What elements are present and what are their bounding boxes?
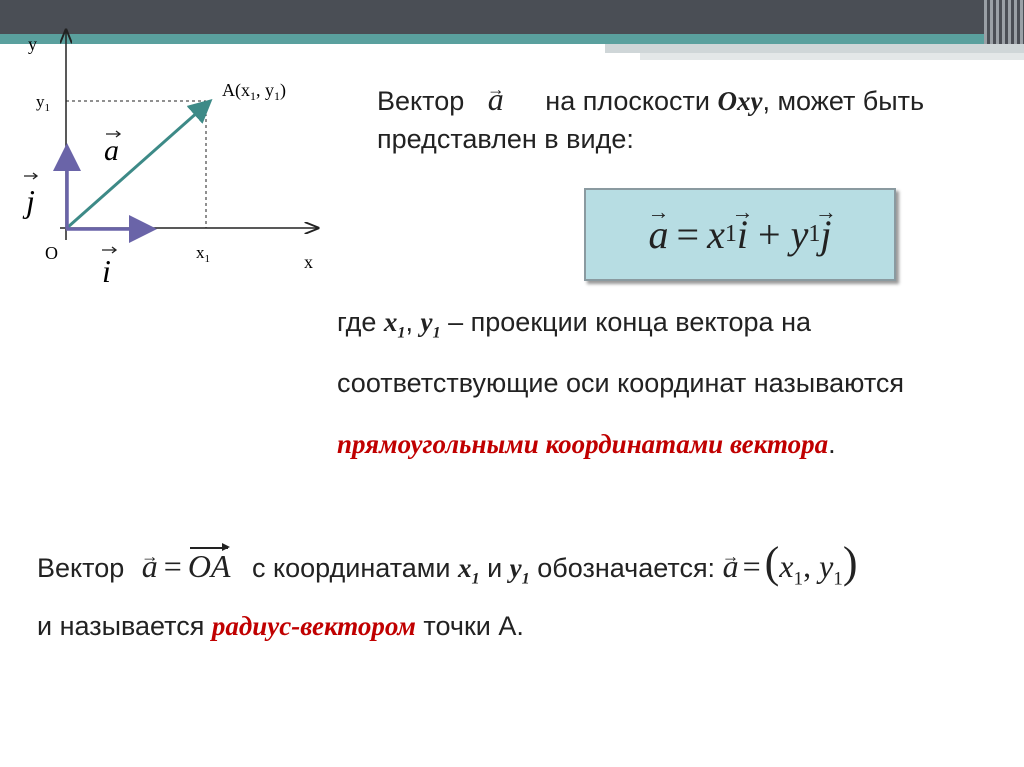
denoted-text: обозначается: [537,553,716,583]
point-a-label: $A(x_1$, $y_1$) [222,80,286,103]
header-band-right [605,44,1024,53]
vector-a-arrow [68,103,208,227]
projection-line-2 [337,366,904,400]
x-axis-label: x [304,252,313,272]
header-stripes [984,0,1024,46]
x1-label: $x_1$ [196,243,210,265]
vector-a-label: a [104,134,119,167]
comma: , [405,307,414,337]
rectangular-coordinates-term: прямоугольными координатами вектора [337,429,829,459]
formula-equals: = [676,212,700,257]
formula-x: x [707,212,725,257]
oa-formula: → a = OA [142,548,231,584]
formula-a: → a [649,211,669,258]
y1-term: $y_1$ [420,307,441,342]
on-plane-text: на плоскости [545,86,710,116]
formula-plus: + [758,212,781,257]
word-vector: Вектор [377,86,465,116]
intro-line-1 [377,82,924,118]
unit-j-label: j [26,183,35,219]
y1-label: $y_1$ [36,92,50,114]
vector-a-symbol: → a [488,82,504,116]
y1-term-2: $y_1$ [509,553,530,588]
y-axis-label: y [28,34,37,54]
and-text: и [487,553,503,583]
coordinate-notation: → $a =(x_1$, $y_1$) [723,548,858,584]
period: . [828,429,836,459]
may-be-text: , может быть [762,86,925,116]
word-vector-2: Вектор [37,553,125,583]
origin-label: O [45,243,58,263]
oxy-label: Oxy [717,86,763,116]
represented-text: представлен в виде: [377,124,634,154]
where-text: где [337,307,377,337]
axes-text: соответствующие оси координат называются [337,368,904,398]
x1-term-2: $x_1$ [457,553,480,588]
formula-y: y [790,212,809,257]
decomposition-formula [584,188,896,281]
intro-line-2 [377,122,634,156]
unit-i-label: i [102,253,111,289]
projection-text: – проекции конца вектора на [440,307,811,337]
unit-j-label-arrow [24,173,37,179]
projection-line-1 [337,305,811,349]
point-a-text: точки А. [423,611,524,641]
header-band-right-light [640,53,1024,60]
radius-vector-term: радиус-вектором [211,611,416,641]
x1-term: $x_1$ [383,307,406,342]
radius-vector-line-1 [37,538,858,596]
formula-x-sub: 1 [724,221,737,247]
formula-i: → i [737,211,748,258]
formula-j: → j [820,211,831,258]
is-called-text: и называется [37,611,205,641]
projection-line-3 [337,427,836,461]
radius-vector-line-2 [37,609,524,643]
formula-y-sub: 1 [808,221,821,247]
with-coordinates-text: с координатами [251,553,451,583]
coordinate-diagram [0,0,340,300]
